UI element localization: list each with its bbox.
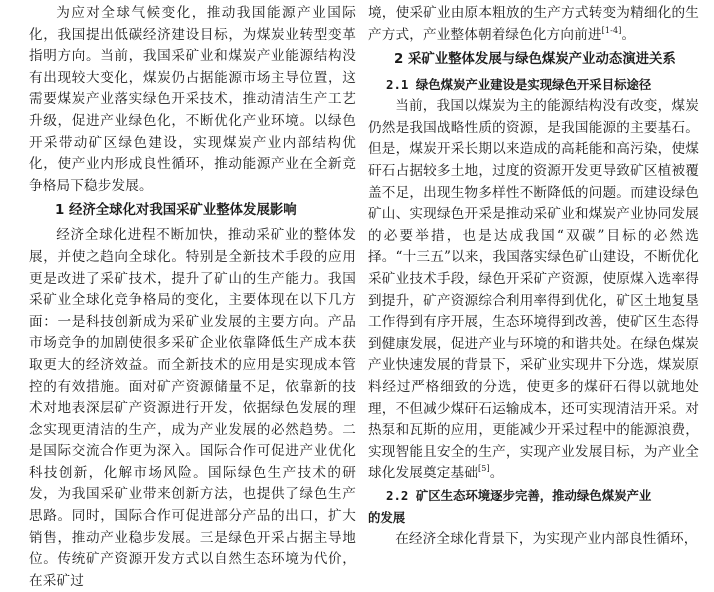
section-2-heading: 2 采矿业整体发展与绿色煤炭产业动态演进关系 [394, 52, 676, 68]
continued-paragraph [368, 0, 699, 46]
subsection-2-1-heading: 2.1 绿色煤炭产业建设是实现绿色开采目标途径 [386, 77, 652, 93]
citation-1-4: [1-4] [601, 25, 622, 35]
subsection-2-2-heading [368, 485, 699, 529]
subsection-2-2-paragraph: 在经济全球化背景下，为实现产业内部良性循环， [395, 530, 698, 547]
continued-text: 境，使采矿业由原本粗放的生产方式转变为精细化的生产方式，产业整体朝着绿色化方向前进 [368, 5, 699, 43]
subsection-2-2-heading-line-2: 的发展 [368, 509, 406, 525]
section-1-heading: 1 经济全球化对我国采矿业整体发展影响 [55, 203, 297, 219]
subsection-2-1-paragraph [368, 96, 699, 485]
citation-5: [5] [477, 464, 490, 474]
left-column [29, 0, 356, 592]
right-column [368, 0, 699, 550]
section-1-paragraph: 经济全球化进程不断加快，推动采矿业的整体发展，并使之趋向全球化。特别是全新技术手段的应用更是改进了采矿技术，提升了矿山的生产能力。我国采矿业全球化竞争格局的变化，主要体现在以下几方面：一是科技创新成为采矿业发展的主要方向。产品市场竞争的加剧使很多采矿企业依靠降低生产成本获取更大的经济效益。而全新技术的应用是实现成本管控的有效措施。面对矿产资源储量不足，依靠新的技术对地表深层矿产资源进行开发，依据绿色发展的理念实现更清洁的生产，成为产业发展的必然趋势。二是国际交流合作更为深入。国际合作可促进产业优化科技创新，化解市场风险。国际绿色生产技术的研发，为我国采矿业带来创新方法，也提供了绿色生产思路。同时，国际合作可促进部分产品的出口，扩大销售，推动产业稳步发展。三是绿色开采占据主导地位。传统矿产资源开发方式以自然生态环境为代价，在采矿过 [29, 227, 356, 589]
continued-text-end: 。 [621, 26, 636, 43]
subsection-2-1-text: 当前，我国以煤炭为主的能源结构没有改变，煤炭仍然是我国战略性质的资源，是我国能源的主要基石。但是，煤炭开采长期以来造成的高耗能和高污染，使煤矸石占据较多土地，过度的资源开发更导致矿区植被覆盖不足，出现生物多样性不断降低的问题。而建设绿色矿山、实现绿色开采是推动采矿业和煤炭产业协同发展的必要举措，也是达成我国“双碳”目标的必然选择。“十三五”以来，我国落实绿色矿山建设，不断优化采矿业技术手段，绿色开采矿产资源，使原煤入选率得到提升，矿产资源综合利用率得到优化，矿区土地复垦工作得到有序开展，生态环境得到改善，使矿区生态得到健康发展，促进产业与环境的和谐共处。在绿色煤炭产业快速发展的背景下，采矿业实现井下分选，煤炭原料经过严格细致的分选，使更多的煤矸石得以就地处理，不但减少煤矸石运输成本，还可实现清洁开采。对热泵和瓦斯的应用，更能减少开采过程中的能源浪费，实现智能且安全的生产，实现产业发展目标，为产业全球化发展奠定基础 [368, 98, 699, 482]
subsection-2-1-text-end: 。 [489, 465, 504, 482]
subsection-2-2-heading-line-1: 2.2 矿区生态环境逐步完善，推动绿色煤炭产业 [386, 487, 652, 503]
intro-paragraph: 为应对全球气候变化，推动我国能源产业国际化，我国提出低碳经济建设目标，为煤炭业转型变革指明方向。当前，我国采矿业和煤炭产业能源结构没有出现较大变化，煤炭仍占据能源市场主导位置，这需要煤炭产业落实绿色开采技术，推动清洁生产工艺升级，促进产业绿色化，不断优化产业环境。以绿色开采带动矿区绿色建设，实现煤炭产业内部结构优化，使产业内形成良性循环，推动能源产业在全新竞争格局下稳步发展。 [29, 5, 356, 194]
